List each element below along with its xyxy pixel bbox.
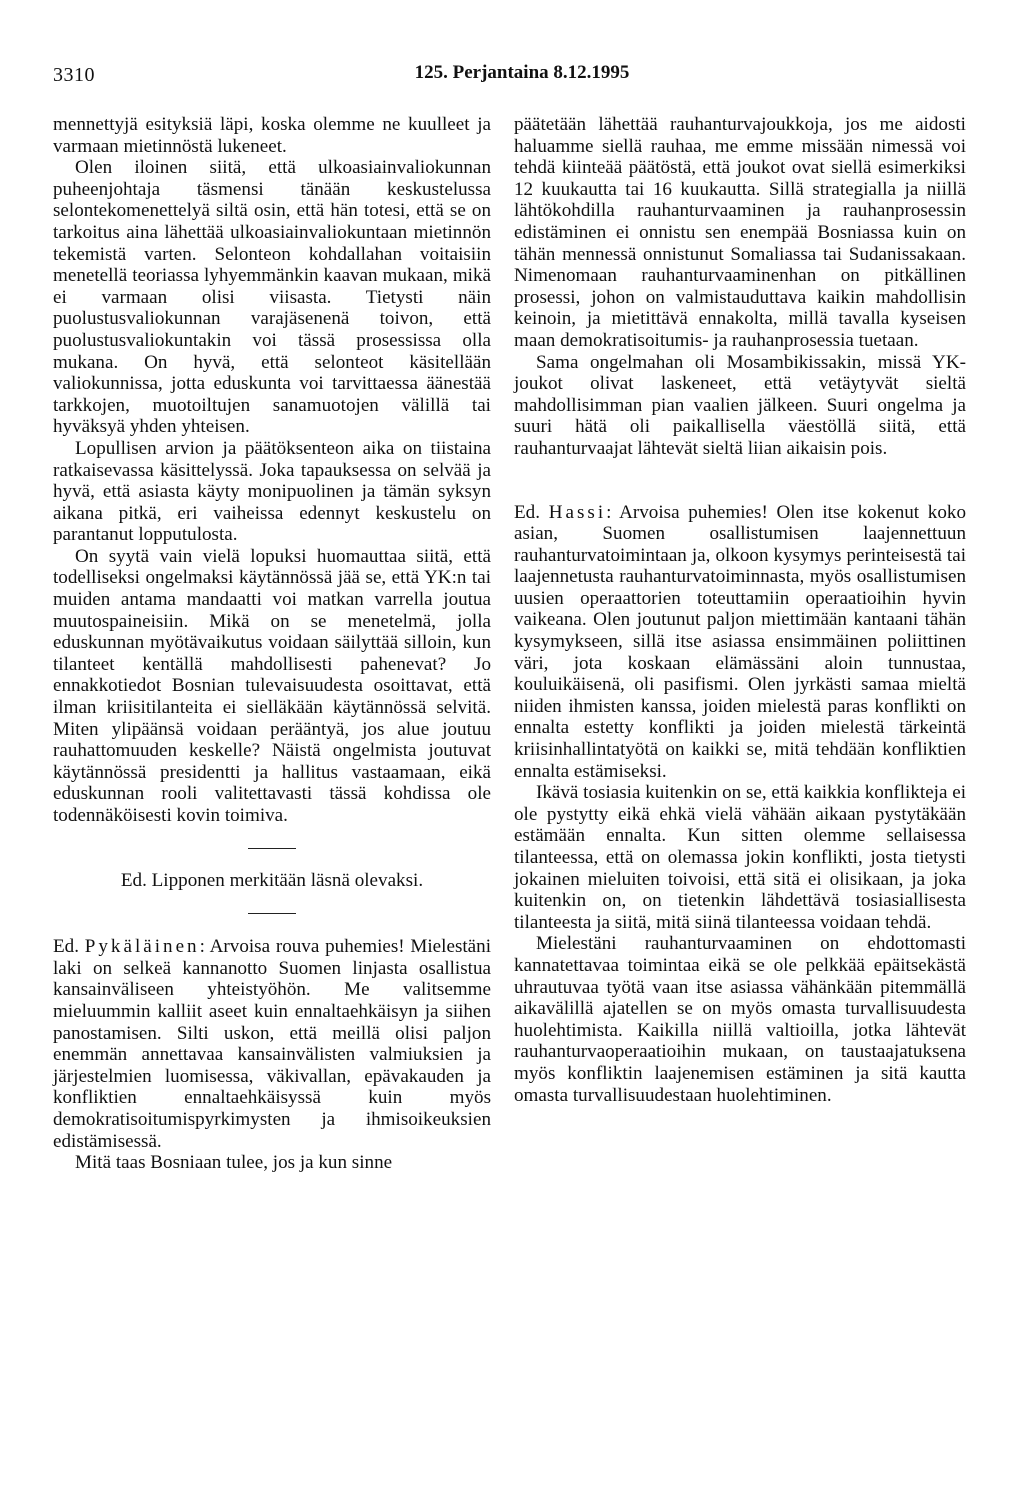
paragraph: päätetään lähettää rauhanturvajoukkoja, jos me aidosti haluamme siellä rauhaa, me emme missään nimessä voi tehdä kiinteää päätöstä, että joukot ovat siellä esimerkiksi 12 kuukautta tai 16 kuukautta. Sillä strategialla ja niillä lähtökohdilla rauhanturvaaminen ja rauhanprosessin edistäminen ei onnistu sen enempää Bosniassa kuin on tähän mennessä onnistunut Somaliassa tai Sudanissakaan. Nimenomaan rauhanturvaaminenhan on pitkällinen prosessi, johon on valmistauduttava kaikin mahdollisin keinoin, ja mietittävä ennakolta, millä tavalla kyseisen maan demokratisoitumis- ja rauhanprosessia tuetaan. — [514, 114, 966, 351]
paragraph: mennettyjä esityksiä läpi, koska olemme ne kuulleet ja varmaan mietinnöstä lukeneet. — [53, 114, 491, 157]
speaker-name: Pykäläinen — [84, 936, 200, 958]
paragraph: Olen iloinen siitä, että ulkoasiainvaliokunnan puheenjohtaja täsmensi tänään keskustelussa selontekomenettelyä siltä osin, että hän totesi, että se on tarkoitus aina lähettää ulkoasiainvaliokuntaan mietinnön tekemistä varten. Selonteon kohdallahan voitaisiin menetellä teoriassa lyhyemmänkin kaavan mukaan, mikä ei varmaan olisi viisasta. Tietysti näin puolustusvaliokunnan varajäsenenä toivon, että puolustusvaliokuntakin voi tässä prosessissa olla mukana. On hyvä, että selonteot käsitellään valiokunnissa, jotta eduskunta voi tarvittaessa äänestää tarkkojen, muotoiltujen sanamuotojen välillä tai hyväksyä yhden yhteisen. — [53, 157, 491, 438]
paragraph: Ikävä tosiasia kuitenkin on se, että kaikkia konflikteja ei ole pystytty eikä ehkä vielä vähään aikaan pystytäkään estämään ennalta. Kun sitten olemme sellaisessa tilanteessa, että on olemassa jokin konflikti, josta tietysti jokainen mieluiten toivoisi, että sitä ei olisikaan, ja joka kuitenkin on, on tietenkin lähdettävä tosiasiallisesta tilanteesta ja siitä, mitä siinä tilanteessa voidaan tehdä. — [514, 782, 967, 933]
speech-paragraph — [53, 936, 491, 1152]
speaker-name: Hassi — [548, 501, 607, 523]
running-head: 125. Perjantaina 8.12.1995 — [414, 62, 630, 83]
speech-prefix: Ed. — [53, 936, 85, 958]
section-divider — [248, 848, 296, 849]
paragraph: Lopullisen arvion ja päätöksenteon aika on tiistaina ratkaisevassa käsittelyssä. Joka tapauksessa on selvää ja hyvä, että asiasta käyty monipuolinen ja tämän syksyn aikana pitkä, eri vaiheissa edennyt keskustelu on parantanut lopputulosta. — [53, 437, 491, 546]
section-divider — [248, 913, 296, 914]
paragraph: Mitä taas Bosniaan tulee, jos ja kun sinne — [75, 1152, 393, 1174]
paragraph: Sama ongelmahan oli Mosambikissakin, missä YK-joukot olivat laskeneet, että vetäytyvät sieltä mahdollisimman pian vaalien jälkeen. Suuri ongelma ja suuri hätä oli paikallisella väestöllä siitä, että rauhanturvaajat lähtevät sieltä liian aikaisin pois. — [514, 351, 966, 459]
left-column — [53, 114, 491, 1174]
speech-paragraph — [514, 502, 966, 783]
speech-text: : Arvoisa puhemies! Olen itse kokenut koko asian, Suomen osallistumisen laajennettuun rauhanturvatoimintaan ja, olkoon kysymys perinteisestä tai laajennetusta rauhanturvatoiminnasta, myös osallistumisen uusien operaattorien toteuttamiin operaatioihin hyvin vaikeana. Olen joutunut paljon miettimään kantaani tähän kysymykseen, sillä itse asiassa ensimmäinen poliittinen väri, jota koskaan elämässäni aloin tunnustaa, kouluikäisenä, oli pasifismi. Olen jyrkästi samaa mieltä niiden ihmisten kanssa, joiden mielestä paras konflikti on ennalta estetty konflikti ja joiden mielestä tärkeintä kriisinhallintatyötä on kaikki se, mitä tehdään konfliktien ennalta estämiseksi. — [514, 501, 966, 782]
paragraph: Mielestäni rauhanturvaaminen on ehdottomasti kannatettavaa toimintaa eikä se ole pelkkää epäitsekästä uhrautuvaa työtä vaan itse asiassa vähänkään pitemmällä aikavälillä ajatellen se on myös omasta turvallisuudesta huolehtimista. Kaikilla niillä valtioilla, jotka lähtevät rauhanturvaoperaatioihin mukaan, on taustaajatuksena myös konfliktin laajenemisen estäminen ja sitä kautta omasta turvallisuudestaan huolehtiminen. — [514, 933, 966, 1106]
speech-text: : Arvoisa rouva puhemies! Mielestäni laki on selkeä kannanotto Suomen linjasta osallistua kansainväliseen yhteistyöhön. Me valitsemme mieluummin kalliit aseet kuin ennaltaehkäisyn ja siihen panostamisen. Silti uskon, että meillä olisi paljon enemmän annettavaa kansainvälisten valmiuksien ja järjestelmien luomisessa, väkivallan, epävakauden ja konfliktien ennaltaehkäisyssä kuin myös demokratisoitumispyrkimysten ja ihmisoikeuksien edistämisessä. — [53, 936, 492, 1152]
paragraph: On syytä vain vielä lopuksi huomauttaa siitä, että todelliseksi ongelmaksi käytännössä jää se, että YK:n tai muiden antama mandaatti voi matkan varrella joutua muutospaineisiin. Mikä on se menetelmä, jolla eduskunnan myötävaikutus voidaan säilyttää silloin, kun tilanteet kentällä mahdollisesti pahenevat? Jo ennakkotiedot Bosnian tulevaisuudesta osoittavat, että ilman kriisitilanteita ei sielläkään käytännössä selvitä. Miten ylipäänsä voidaan perääntyä, jos alue joutuu rauhattomuuden keskelle? Näistä ongelmista joutuvat käytännössä presidentti ja hallitus vastaamaan, eikä eduskunnan rooli valitettavasti tässä kohdissa ole todennäköisesti kovin toimiva. — [53, 545, 491, 826]
right-column — [514, 114, 966, 1106]
speech-prefix: Ed. — [514, 501, 549, 523]
attendance-note: Ed. Lipponen merkitään läsnä olevaksi. — [120, 869, 424, 891]
page-number: 3310 — [53, 64, 95, 86]
